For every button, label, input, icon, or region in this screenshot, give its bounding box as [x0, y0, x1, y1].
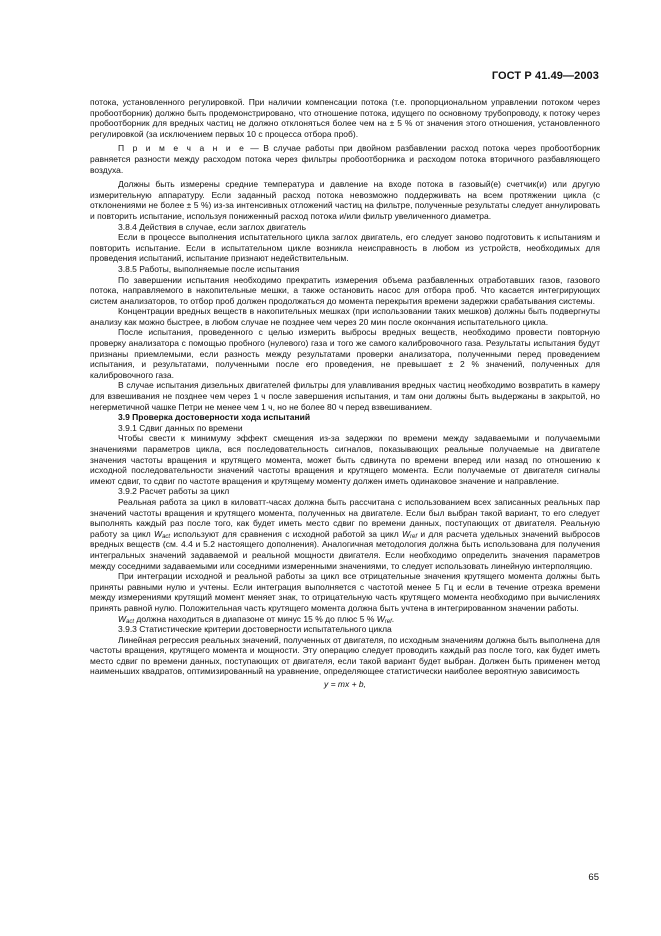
paragraph-filter-weighing: В случае испытания дизельных двигателей фильтры для улавливания вредных частиц необходимо возвратить в камеру для взвешивания не позднее чем через 1 ч после завершения испытания, и там они должны быть выдержаны в закрытой, но негерметичной чашке Петри не менее чем 1 ч, но не более 80 ч перед взвешиванием.: [90, 380, 600, 412]
paragraph-linear-regression: Линейная регрессия реальных значений, полученных от двигателя, по исходным значениям должна быть выполнена для частоты вращения, крутящего момента и мощности. Эту операцию следует проводить каждый раз после того, как будет иметь место сдвиг по времени данных, поступающих от двигателя, если такой вариант будет выбран. Должен быть применен метод наименьших квадратов, оптимизированный на уравнение, определяющее статистически наиболее вероятную зависимость: [90, 634, 600, 677]
section-heading-3-9-1: 3.9.1 Сдвиг данных по времени: [118, 422, 243, 433]
paragraph-flow-continuation: потока, установленного регулировкой. При наличии компенсации потока (т.е. пропорциональном управлении потоком через пробоотборник) должно быть продемонстрировано, что отношение потока, идущего по основному трубопроводу, к потоку через пробоотборник для вредных частиц не должно отклоняться более чем на ± 5 % от значения этого отношения, установленного регулировкой (за исключением первых 10 с процесса отбора проб).: [90, 97, 600, 139]
paragraph-measurement: Должны быть измерены средние температура и давление на входе потока в газовый(е) счетчик(и) или другую измерительную аппаратуру. Если заданный расход потока невозможно поддерживать на всем протяжении цикла (с отклонениями не более ± 5 %) из-за интенсивных отложений частиц на фильтре, полученные результаты следует аннулировать и повторить испытание, используя пониженный расход потока и/или фильтр увеличенного диаметра.: [90, 179, 600, 221]
section-heading-3-9-2: 3.9.2 Расчет работы за цикл: [118, 486, 230, 497]
standard-header: ГОСТ Р 41.49—2003: [491, 70, 599, 82]
paragraph-analyzer-recheck: После испытания, проведенного с целью измерить выбросы вредных веществ, необходимо провести повторную проверку анализатора с помощью пробного (нулевого) газа и того же самого калибровочного газа. Результаты испытания будут признаны приемлемыми, если разность между результатами проверки анализатора, полученными перед проведением испытания, и результатами, полученными после его проведения, не превышает ± 2 % значений, полученных для калибровочного газа.: [90, 327, 600, 380]
paragraph-work-tolerance: $W_{act}$ должна находиться в диапазоне от минус 15 % до плюс 5 % $W_{ref}$.: [118, 613, 395, 625]
page-number: 65: [588, 872, 599, 883]
symbol-w-act: $W_{act}$: [154, 528, 171, 540]
symbol-w-ref-2: $W_{ref}$: [376, 613, 392, 625]
symbol-w-act-2: $W_{act}$: [118, 613, 135, 625]
section-heading-3-8-4: 3.8.4 Действия в случае, если заглох двигатель: [118, 221, 307, 232]
paragraph-cycle-work: Реальная работа за цикл в киловатт-часах должна быть рассчитана с использованием всех записанных реальных пар значений частоты вращения и крутящего момента, полученных на двигателе. Если был выбран такой вариант, то его следует выполнять каждый раз после того, как будет иметь место сдвиг по времени данных, поступающих от двигателя. Реальную работу за цикл $W_{act}$ используют для сравнения с исходной работой за цикл $W_{ref}$ и для расчета удельных значений выбросов вредных веществ (см. 4.4 и 5.2 настоящего дополнения). Аналогичная методология должна быть использована для получения интегральных значений задаваемой и реальной мощности двигателя. Если необходимо определить значения параметров между соседними задаваемыми или соседними измеренными значениями, то следует использовать линейную интерполяцию.: [90, 496, 600, 571]
paragraph-time-shift: Чтобы свести к минимуму эффект смещения из-за задержки по времени между задаваемыми и получаемыми значениями параметров цикла, вся последовательность сигналов, показывающих реальные получаемые на двигателе значения частоты вращения и крутящего момента, может быть сдвинута по времени вперед или назад по отношению к исходной последовательности значений частоты вращения и крутящего момента. Если получаемые от двигателя сигналы имеют сдвиг, то сдвиг по частоте вращения и крутящему моменту должен иметь одинаковое значение и направление.: [90, 433, 600, 486]
paragraph-negative-torque: При интеграции исходной и реальной работы за цикл все отрицательные значения крутящего момента должны быть приняты равными нулю и учтены. Если интеграция выполняется с частотой менее 5 Гц и если в течение отрезка времени между измерениями крутящий момент меняет знак, то отрицательную часть крутящего момента необходимо при вычислениях принять равной нулю. Положительная часть крутящего момента должна быть учтена в интегрированном значении работы.: [90, 571, 600, 613]
paragraph-bag-analysis: Концентрации вредных веществ в накопительных мешках (при использовании таких мешков) должны быть подвергнуты анализу как можно быстрее, в любом случае не позднее чем через 20 мин после окончания испытательного цикла.: [90, 306, 600, 327]
document-body: [90, 97, 600, 690]
note-text: — В случае работы при двойном разбавлении расход потока через пробоотборник равняется разности между расходом потока через фильтры пробоотборника и расходом потока вторичного разбавляющего воздуха.: [90, 143, 600, 175]
paragraph-post-test-stop: По завершении испытания необходимо прекратить измерения объема разбавленных отработавших газов, газового потока, направляемого в накопительные мешки, а также остановить насос для отбора проб. Что касается интегрирующих систем анализаторов, то отбор проб должен продолжаться до момента перекрытия времени задержки срабатывания системы.: [90, 274, 600, 306]
symbol-w-ref: $W_{ref}$: [401, 528, 418, 540]
section-heading-3-8-5: 3.8.5 Работы, выполняемые после испытания: [118, 263, 300, 274]
note-paragraph: [90, 143, 600, 175]
section-heading-3-9: 3.9 Проверка достоверности хода испытаний: [118, 412, 311, 423]
section-heading-3-9-3: 3.9.3 Статистические критерии достоверности испытательного цикла: [118, 624, 392, 635]
paragraph-engine-stall: Если в процессе выполнения испытательного цикла заглох двигатель, его следует заново подготовить к испытаниям и повторить испытание. Если в испытательном цикле возникла неисправность в любом из устройств, необходимых для проведения испытаний, испытание признают недействительным.: [90, 232, 600, 264]
note-label: П р и м е ч а н и е: [118, 143, 246, 154]
regression-formula: y = mx + b,: [323, 679, 367, 690]
